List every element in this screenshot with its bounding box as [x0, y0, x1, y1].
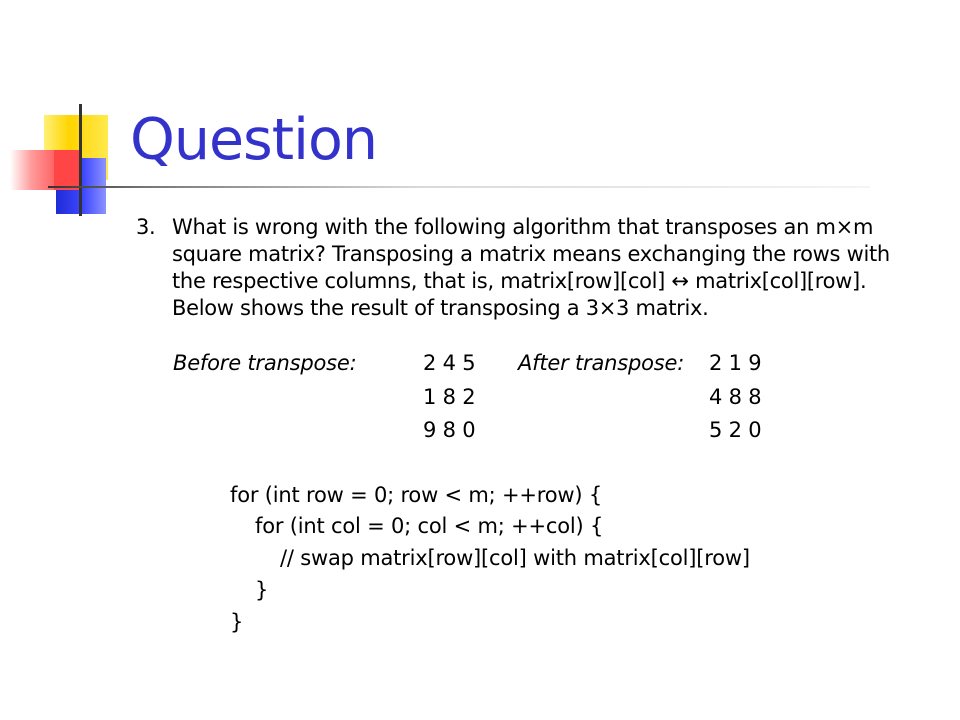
after-row-1: 2 1 9 — [709, 351, 762, 375]
after-row-3: 5 2 0 — [709, 418, 762, 442]
after-label: After transpose: — [518, 351, 685, 375]
title-underline — [48, 186, 870, 188]
code-line-5: } — [230, 610, 244, 634]
slide-title: Question — [130, 107, 377, 173]
code-line-3: // swap matrix[row][col] with matrix[col][row] — [280, 546, 750, 570]
code-line-4: } — [255, 578, 269, 602]
before-row-2: 1 8 2 — [423, 385, 476, 409]
before-label: Before transpose: — [173, 351, 357, 375]
code-line-2: for (int col = 0; col < m; ++col) { — [255, 514, 604, 538]
vertical-rule — [79, 104, 82, 216]
after-row-2: 4 8 8 — [709, 385, 762, 409]
code-line-1: for (int row = 0; row < m; ++row) { — [230, 483, 603, 507]
question-number: 3. — [136, 215, 156, 239]
red-square — [54, 150, 80, 190]
before-row-1: 2 4 5 — [423, 351, 476, 375]
question-text: What is wrong with the following algorithm that transposes an m×m square matrix? Transposing a matrix means exchanging the rows with the respective columns, that is, matrix[row][col] ↔ matrix[col][row]. Below shows the result of transposing a 3×3 matrix. — [172, 215, 890, 320]
before-row-3: 9 8 0 — [423, 418, 476, 442]
